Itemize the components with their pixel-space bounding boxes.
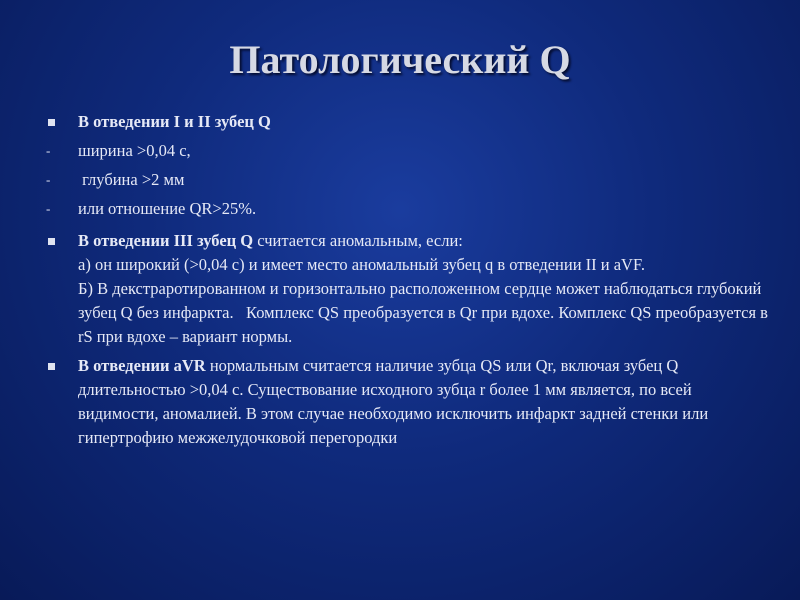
item-text: нормальным считается наличие зубца QS или Qr, включая зубец Q длительностью >0,04 с. Существование исходного зубца r более 1 мм является, по всей видимости, аномалией. В этом случае необходимо исключить инфаркт задней стенки или гипертрофию межжелудочковой перегородки bbox=[78, 356, 709, 447]
list-item bbox=[44, 354, 774, 450]
square-bullet-icon bbox=[48, 363, 55, 370]
slide-title: Патологический Q bbox=[229, 37, 571, 82]
dash-text: или отношение QR>25%. bbox=[78, 199, 257, 218]
item-line-a: а) он широкий (>0,04 с) и имеет место аномальный зубец q в отведении II и aVF. bbox=[78, 255, 645, 274]
item-text: считается аномальным, если: bbox=[253, 231, 463, 250]
square-bullet-icon bbox=[48, 238, 55, 245]
dash-bullet-icon: - bbox=[46, 201, 51, 216]
item-heading: В отведении I и II зубец Q bbox=[78, 112, 271, 131]
item-heading: В отведении III зубец Q bbox=[78, 231, 254, 250]
dash-text: глубина >2 мм bbox=[78, 170, 185, 189]
list-item bbox=[44, 229, 774, 349]
dash-item bbox=[44, 197, 774, 221]
dash-item bbox=[44, 139, 774, 163]
dash-bullet-icon: - bbox=[46, 143, 51, 158]
slide-content bbox=[44, 110, 774, 450]
dash-text: ширина >0,04 с, bbox=[78, 141, 191, 160]
square-bullet-icon bbox=[48, 119, 55, 126]
item-heading: В отведении aVR bbox=[78, 356, 206, 375]
list-item bbox=[44, 110, 774, 134]
item-line-b: Б) В декстраротированном и горизонтально расположенном сердце может наблюдаться глубокий зубец Q без инфаркта. Комплекс QS преобразуется в Qr при вдохе. Комплекс QS преобразуется в rS при вдохе – вариант нормы. bbox=[78, 279, 773, 346]
dash-item bbox=[44, 168, 774, 192]
dash-bullet-icon: - bbox=[46, 172, 51, 187]
